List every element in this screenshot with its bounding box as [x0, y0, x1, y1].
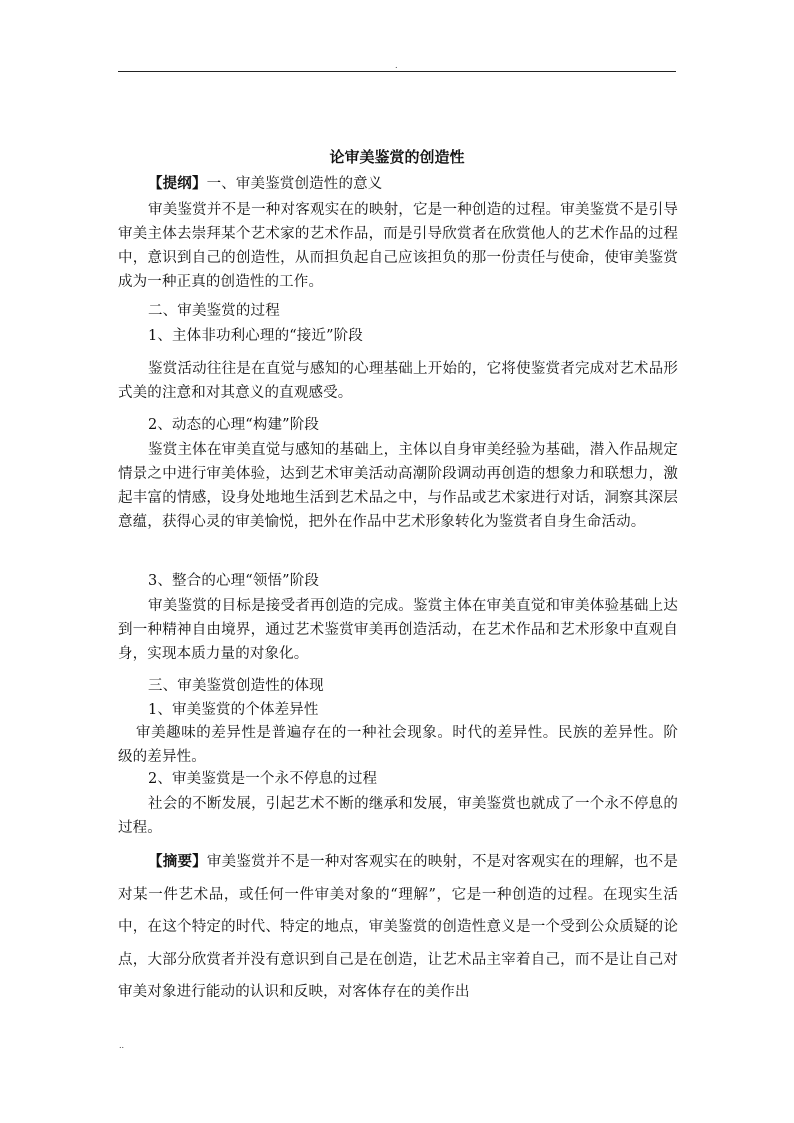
outline-subheading-3: 3、整合的心理“领悟”阶段: [148, 573, 320, 589]
outline-paragraph-3: 鉴赏主体在审美直觉与感知的基础上，主体以自身审美经验为基础，潜入作品规定情景之中进行审美体验，达到艺术审美活动高潮阶段调动再创造的想象力和联想力，激起丰富的情感，设身处地地生活到艺术品之中，与作品或艺术家进行对话，洞察其深层意蕴，获得心灵的审美愉悦，把外在作品中艺术形象转化为鉴赏者自身生命活动。: [118, 442, 678, 530]
document-title: 论审美鉴赏的创造性: [329, 148, 465, 166]
outline-paragraph-5: 审美趣味的差异性是普遍存在的一种社会现象。时代的差异性。民族的差异性。阶级的差异性。: [118, 725, 678, 765]
outline-label: 【提纲】: [148, 175, 207, 192]
outline-subheading-2: 2、动态的心理“构建”阶段: [148, 417, 320, 433]
outline-subheading-5: 2、审美鉴赏是一个永不停息的过程: [148, 771, 378, 787]
heading-1-text: 一、审美鉴赏创造性的意义: [206, 176, 383, 192]
outline-subheading-4: 1、审美鉴赏的个体差异性: [148, 702, 319, 718]
outline-heading-1: [118, 172, 678, 196]
outline-heading-3: 三、审美鉴赏创造性的体现: [148, 678, 324, 694]
footer-mark: ..: [119, 1041, 125, 1050]
outline-subheading-1: 1、主体非功利心理的“接近”阶段: [148, 328, 363, 344]
outline-paragraph-1: 审美鉴赏并不是一种对客观实在的映射，它是一种创造的过程。审美鉴赏不是引导审美主体去崇拜某个艺术家的艺术作品，而是引导欣赏者在欣赏他人的艺术作品的过程中，意识到自己的创造性，从而担负起自己应该担负的那一份责任与使命，使审美鉴赏成为一种正真的创造性的工作。: [118, 202, 678, 290]
header-rule: [118, 71, 676, 72]
outline-heading-2: 二、审美鉴赏的过程: [148, 303, 280, 319]
outline-paragraph-4: 审美鉴赏的目标是接受者再创造的完成。鉴赏主体在审美直觉和审美体验基础上达到一种精神自由境界，通过艺术鉴赏审美再创造活动，在艺术作品和艺术形象中直观自身，实现本质力量的对象化。: [118, 598, 678, 662]
header-mark: .: [395, 61, 398, 70]
abstract-label: 【摘要】: [148, 853, 207, 870]
abstract-paragraph: [118, 846, 678, 1009]
outline-paragraph-2: 鉴赏活动往往是在直觉与感知的心理基础上开始的，它将使鉴赏者完成对艺术品形式美的注意和对其意义的直观感受。: [118, 361, 678, 401]
abstract-text: 审美鉴赏并不是一种对客观实在的映射，不是对客观实在的理解，也不是对某一件艺术品，或任何一件审美对象的“理解”，它是一种创造的过程。在现实生活中，在这个特定的时代、特定的地点，审美鉴赏的创造性意义是一个受到公众质疑的论点，大部分欣赏者并没有意识到自己是在创造，让艺术品主宰着自己，而不是让自己对审美对象进行能动的认识和反映，对客体存在的美作出: [118, 854, 679, 1000]
outline-paragraph-6: 社会的不断发展，引起艺术不断的继承和发展，审美鉴赏也就成了一个永不停息的过程。: [118, 796, 678, 836]
